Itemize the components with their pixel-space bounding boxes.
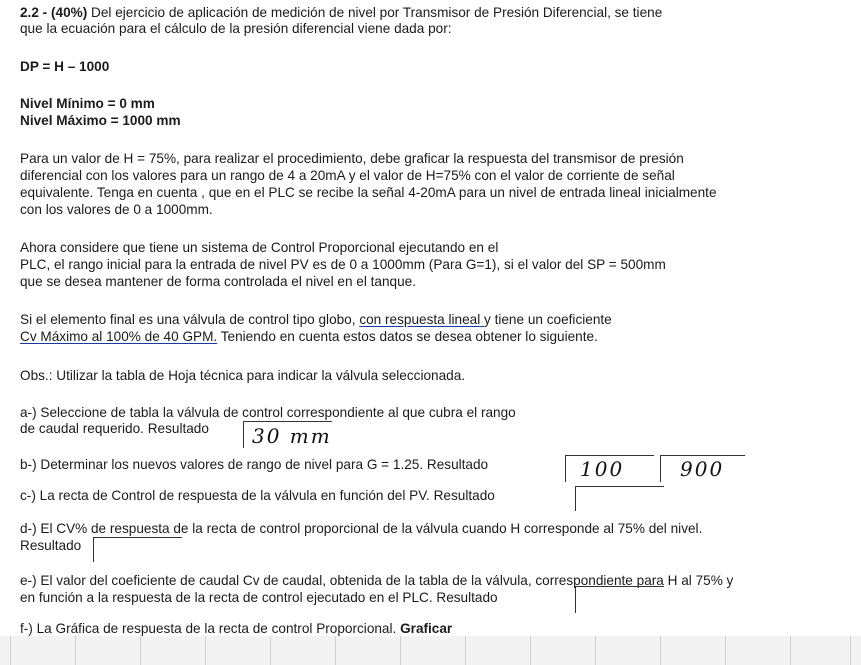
grid-line [335,636,336,665]
exercise-header-line1 [20,5,662,21]
grid-line [270,636,271,665]
question-b-line: b-) Determinar los nuevos valores de rango de nivel para G = 1.25. Resultado [20,457,489,472]
answer-box-c[interactable] [575,486,664,511]
exercise-header-line2: que la ecuación para el cálculo de la presión diferencial viene dada por: [20,21,452,36]
grid-strip [0,636,861,665]
grid-line [10,636,11,665]
question-d-line1: d-) El CV% de respuesta de la recta de control proporcional de la válvula cuando H corresponde al 75% del nivel. [20,521,703,536]
paragraph3-text: Si el elemento final es una válvula de control tipo globo, [20,312,360,327]
question-e-line1: e-) El valor del coeficiente de caudal Cv de caudal, obtenida de la tabla de la válvula, correspondiente para H al 75% y [20,573,734,588]
question-a-line1: a-) Seleccione de tabla la válvula de control correspondiente al que cubra el rango [20,405,516,420]
question-c-line: c-) La recta de Control de respuesta de la válvula en función del PV. Resultado [20,488,495,503]
grid-line [140,636,141,665]
paragraph3-text: Teniendo en cuenta estos datos se desea obtener lo siguiente. [217,329,598,344]
paragraph3-line1 [20,312,612,328]
equation: DP = H – 1000 [20,59,110,74]
answer-box-d[interactable] [93,537,182,562]
question-f-text: f-) La Gráfica de respuesta de la recta de control Proporcional. [20,621,397,636]
exercise-intro: Del ejercicio de aplicación de medición de nivel por Transmisor de Presión Diferencial, se tiene [87,5,663,20]
paragraph2-line: que se desea mantener de forma controlada el nivel en el tanque. [20,274,416,289]
grid-line [205,636,206,665]
grid-line [660,636,661,665]
answer-a-handwritten: 30 mm [252,424,332,448]
paragraph1-line: con los valores de 0 a 1000mm. [20,202,213,217]
question-f-line [20,621,452,637]
paragraph2-line: Ahora considere que tiene un sistema de Control Proporcional ejecutando en el [20,240,499,255]
paragraph1-line: equivalente. Tenga en cuenta , que en el PLC se recibe la señal 4-20mA para un nivel de entrada lineal inicialmente [20,185,717,200]
grid-line [790,636,791,665]
answer-box-e[interactable] [575,586,664,613]
grid-line [850,636,851,665]
paragraph3-text: y tiene un coeficiente [484,312,612,327]
answer-b1-handwritten: 100 [580,457,625,481]
level-min: Nivel Mínimo = 0 mm [20,96,155,111]
paragraph1-line: Para un valor de H = 75%, para realizar el procedimiento, debe graficar la respuesta del transmisor de presión [20,151,684,166]
question-e-line2: en función a la respuesta de la recta de control ejecutado en el PLC. Resultado [20,590,498,605]
grid-line [725,636,726,665]
paragraph2-line: PLC, el rango inicial para la entrada de nivel PV es de 0 a 1000mm (Para G=1), si el valor del SP = 500mm [20,257,666,272]
paragraph3-underlined: con respuesta lineal [359,312,484,327]
paragraph3-underlined: Cv Máximo al 100% de 40 GPM. [20,329,218,344]
grid-line [530,636,531,665]
grid-line [465,636,466,665]
question-a-line2: de caudal requerido. Resultado [20,421,209,436]
grid-line [595,636,596,665]
answer-b2-handwritten: 900 [680,457,725,481]
grid-line [75,636,76,665]
grid-line [400,636,401,665]
question-d-line2: Resultado [20,538,82,553]
observation: Obs.: Utilizar la tabla de Hoja técnica para indicar la válvula seleccionada. [20,368,466,383]
exercise-weight: (40%) [50,5,88,20]
paragraph1-line: diferencial con los valores para un rango de 4 a 20mA y el valor de H=75% con el valor de corriente de señal [20,168,675,183]
question-f-bold: Graficar [400,621,453,636]
level-max: Nivel Máximo = 1000 mm [20,113,181,128]
exercise-number: 2.2 - [20,5,48,20]
paragraph3-line2 [20,329,598,345]
